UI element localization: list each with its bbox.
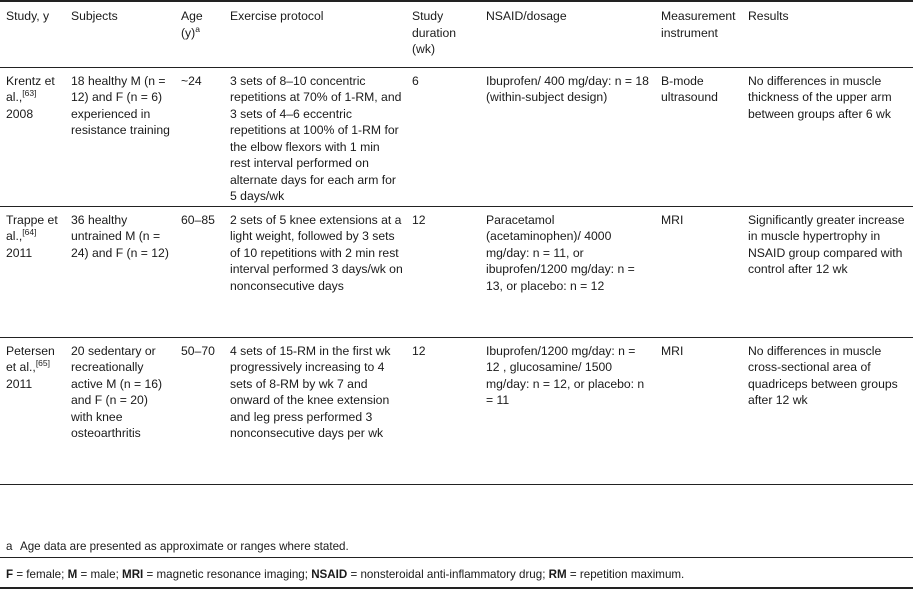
cell-study bbox=[0, 67, 65, 206]
table-row bbox=[0, 206, 913, 337]
header-study: Study, y bbox=[0, 1, 65, 67]
cell-results: No differences in muscle thickness of the upper arm between groups after 6 wk bbox=[748, 73, 892, 121]
header-results: Results bbox=[742, 1, 913, 67]
cell-results: Significantly greater increase in muscle hypertrophy in NSAID group compared with control after 12 wk bbox=[748, 212, 905, 276]
cell-subjects: 18 healthy M (n = 12) and F (n = 6) experienced in resistance training bbox=[71, 73, 170, 137]
abbr-definition: = male; bbox=[77, 568, 123, 581]
footnote-label: a bbox=[6, 540, 13, 553]
study-reference: [63] bbox=[22, 88, 37, 98]
table-bottom-rule bbox=[0, 587, 913, 589]
header-row bbox=[0, 1, 913, 67]
study-author: Petersen et al., bbox=[6, 343, 55, 374]
cell-measurement: MRI bbox=[661, 343, 684, 358]
cell-results: No differences in muscle cross-sectional area of quadriceps between groups after 12 wk bbox=[748, 343, 898, 407]
cell-protocol: 4 sets of 15-RM in the first wk progressively increasing to 4 sets of 8-RM by wk 7 and onward of the knee extension and leg press performed 3 nonconsecutive days per wk bbox=[230, 343, 391, 440]
cell-age: 50–70 bbox=[181, 343, 215, 358]
abbr-term: M bbox=[67, 568, 78, 581]
abbr-definition: = nonsteroidal anti-inflammatory drug; bbox=[347, 568, 549, 581]
footnote-divider bbox=[0, 557, 913, 558]
header-measurement: Measurement instrument bbox=[655, 1, 742, 67]
cell-subjects: 36 healthy untrained M (n = 24) and F (n = 12) bbox=[71, 212, 169, 260]
study-author: Krentz et al., bbox=[6, 73, 55, 104]
cell-protocol: 2 sets of 5 knee extensions at a light weight, followed by 3 sets of 10 repetitions with 2 min rest interval performed 3 days/wk on nonconsecutive days bbox=[230, 212, 403, 293]
header-age bbox=[175, 1, 224, 67]
abbr-term: NSAID bbox=[311, 568, 348, 581]
header-age-footnote-marker: a bbox=[195, 23, 200, 34]
cell-nsaid: Ibuprofen/1200 mg/day: n = 12 , glucosamine/ 1500 mg/day: n = 12, or placebo: n = 11 bbox=[486, 343, 645, 407]
abbr-term: F bbox=[6, 568, 14, 581]
abbr-definition: = repetition maximum. bbox=[566, 568, 685, 581]
study-year: 2011 bbox=[6, 245, 33, 260]
cell-measurement: MRI bbox=[661, 212, 684, 227]
cell-age: ~24 bbox=[181, 73, 202, 88]
footnote-text: Age data are presented as approximate or ranges where stated. bbox=[20, 540, 349, 553]
abbr-term: MRI bbox=[122, 568, 144, 581]
table-row bbox=[0, 337, 913, 484]
study-year: 2008 bbox=[6, 106, 34, 121]
cell-duration: 12 bbox=[412, 343, 426, 358]
study-year: 2011 bbox=[6, 376, 33, 391]
study-author: Trappe et al., bbox=[6, 212, 58, 243]
footnote-age bbox=[6, 539, 906, 554]
cell-duration: 12 bbox=[412, 212, 426, 227]
abbr-term: RM bbox=[548, 568, 567, 581]
cell-protocol: 3 sets of 8–10 concentric repetitions at 70% of 1-RM, and 3 sets of 4–6 eccentric repetitions at 100% of 1-RM for the elbow flexors with 1 min rest interval performed on alternate days for each arm for 5 days/wk bbox=[230, 73, 402, 203]
study-reference: [65] bbox=[35, 358, 50, 368]
header-duration: Study duration (wk) bbox=[406, 1, 480, 67]
header-nsaid: NSAID/dosage bbox=[480, 1, 655, 67]
cell-nsaid: Ibuprofen/ 400 mg/day: n = 18 (within-subject design) bbox=[486, 73, 649, 104]
header-protocol: Exercise protocol bbox=[224, 1, 406, 67]
abbr-definition: = magnetic resonance imaging; bbox=[143, 568, 312, 581]
cell-subjects: 20 sedentary or recreationally active M (n = 16) and F (n = 20) with knee osteoarthritis bbox=[71, 343, 163, 440]
header-age-label: Age (y) bbox=[181, 9, 203, 40]
cell-nsaid: Paracetamol (acetaminophen)/ 4000 mg/day: n = 11, or ibuprofen/1200 mg/day: n = 13, or placebo: n = 12 bbox=[486, 212, 635, 293]
cell-age: 60–85 bbox=[181, 212, 215, 227]
abbreviations-line bbox=[6, 567, 906, 582]
cell-measurement: B-mode ultrasound bbox=[661, 73, 718, 104]
study-reference: [64] bbox=[22, 227, 37, 237]
abbr-definition: = female; bbox=[13, 568, 68, 581]
table-row bbox=[0, 67, 913, 206]
cell-duration: 6 bbox=[412, 73, 419, 88]
cell-study bbox=[0, 206, 65, 337]
cell-study bbox=[0, 337, 65, 484]
header-subjects: Subjects bbox=[65, 1, 175, 67]
